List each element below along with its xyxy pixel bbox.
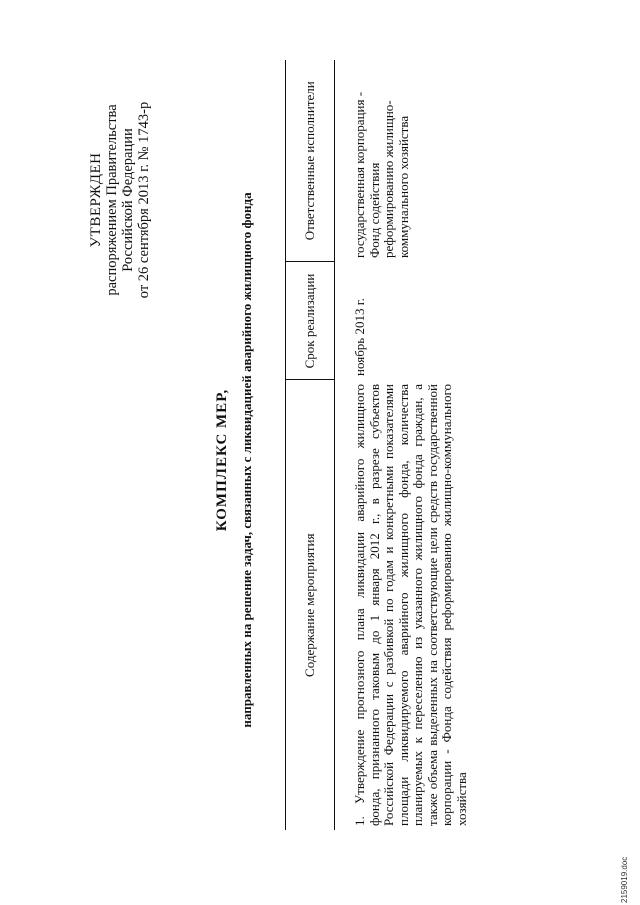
table-row [335, 60, 470, 830]
document-subtitle: направленных на решение задач, связанных с ликвидацией аварийного жилищного фонда [239, 192, 254, 728]
row-executors: государственная корпорация - Фонд содействия реформированию жилищно-коммунального хозяйства [352, 91, 411, 258]
approval-line-2: Российской Федерации [120, 128, 136, 272]
table-header-row [286, 60, 335, 830]
document-title: КОМПЛЕКС МЕР, [214, 388, 230, 532]
approval-line-1: распоряжением Правительства [104, 104, 120, 296]
approval-line-3: от 26 сентября 2013 г. № 1743-р [136, 101, 152, 299]
document-file-id: 2159019.doc [620, 856, 629, 903]
row-content-cell [335, 380, 470, 830]
row-term: ноябрь 2013 г. [352, 298, 367, 376]
row-number: 1. [352, 816, 367, 826]
header-content: Содержание мероприятия [286, 380, 335, 830]
header-executors: Ответственные исполнители [286, 60, 335, 262]
approval-heading: УТВЕРЖДЕН [88, 152, 104, 248]
approval-stamp [88, 60, 152, 340]
row-content: Утверждение прогнозного плана ликвидации аварийного жилищного фонда, признанного таковым до 1 января 2012 г., в разрезе субъектов Российской Федерации с разбивкой по годам и конкретными показателями площади ликвидируемого аварийного жилищного фонда, количества планируемых к переселению из указанного жилищного фонда граждан, а также объема выделенных на соответствующие цели средств государственной корпорации - Фонда содействия реформированию жилищно-коммунального хозяйства [352, 384, 469, 826]
measures-table [285, 60, 469, 830]
header-term: Срок реализации [286, 262, 335, 380]
